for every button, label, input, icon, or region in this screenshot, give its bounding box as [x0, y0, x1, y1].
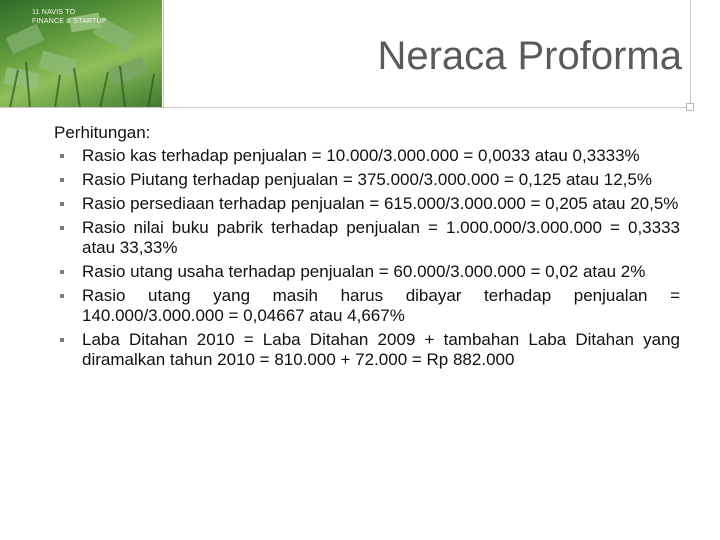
list-item: [54, 218, 680, 258]
list-item: [54, 262, 680, 282]
bullet-icon: [60, 338, 64, 342]
list-item-text: Laba Ditahan 2010 = Laba Ditahan 2009 + tambahan Laba Ditahan yang diramalkan tahun 2010 = 810.000 + 72.000 = Rp 882.000: [82, 330, 680, 369]
logo-text: [32, 8, 107, 26]
bullet-icon: [60, 154, 64, 158]
bullet-icon: [60, 178, 64, 182]
logo-text-line2: FINANCE & STARTUP: [32, 18, 107, 25]
corner-square-icon: [686, 103, 694, 111]
list-item-text: Rasio Piutang terhadap penjualan = 375.000/3.000.000 = 0,125 atau 12,5%: [82, 170, 652, 189]
bullet-icon: [60, 294, 64, 298]
list-item: [54, 286, 680, 326]
list-item: [54, 170, 680, 190]
page-title: Neraca Proforma: [377, 34, 682, 78]
list-item: [54, 194, 680, 214]
header-money-image: [0, 0, 162, 108]
logo-text-line1: 11 NAVIS TO: [32, 9, 76, 16]
list-item-text: Rasio persediaan terhadap penjualan = 615.000/3.000.000 = 0,205 atau 20,5%: [82, 194, 679, 213]
list-item-text: Rasio nilai buku pabrik terhadap penjualan = 1.000.000/3.000.000 = 0,3333 atau 33,33%: [82, 218, 680, 257]
calculation-list: [54, 146, 680, 370]
slide-content: [54, 123, 680, 374]
list-item: [54, 146, 680, 166]
list-item-text: Rasio kas terhadap penjualan = 10.000/3.000.000 = 0,0033 atau 0,3333%: [82, 146, 640, 165]
intro-label: Perhitungan:: [54, 123, 151, 142]
list-item-text: Rasio utang usaha terhadap penjualan = 60.000/3.000.000 = 0,02 atau 2%: [82, 262, 646, 281]
bullet-icon: [60, 202, 64, 206]
bullet-icon: [60, 270, 64, 274]
header-divider-right: [690, 0, 691, 108]
list-item: [54, 330, 680, 370]
bullet-icon: [60, 226, 64, 230]
header-divider-vertical: [163, 0, 164, 108]
list-item-text: Rasio utang yang masih harus dibayar terhadap penjualan = 140.000/3.000.000 = 0,04667 atau 4,667%: [82, 286, 680, 325]
header-divider-horizontal: [0, 107, 690, 108]
